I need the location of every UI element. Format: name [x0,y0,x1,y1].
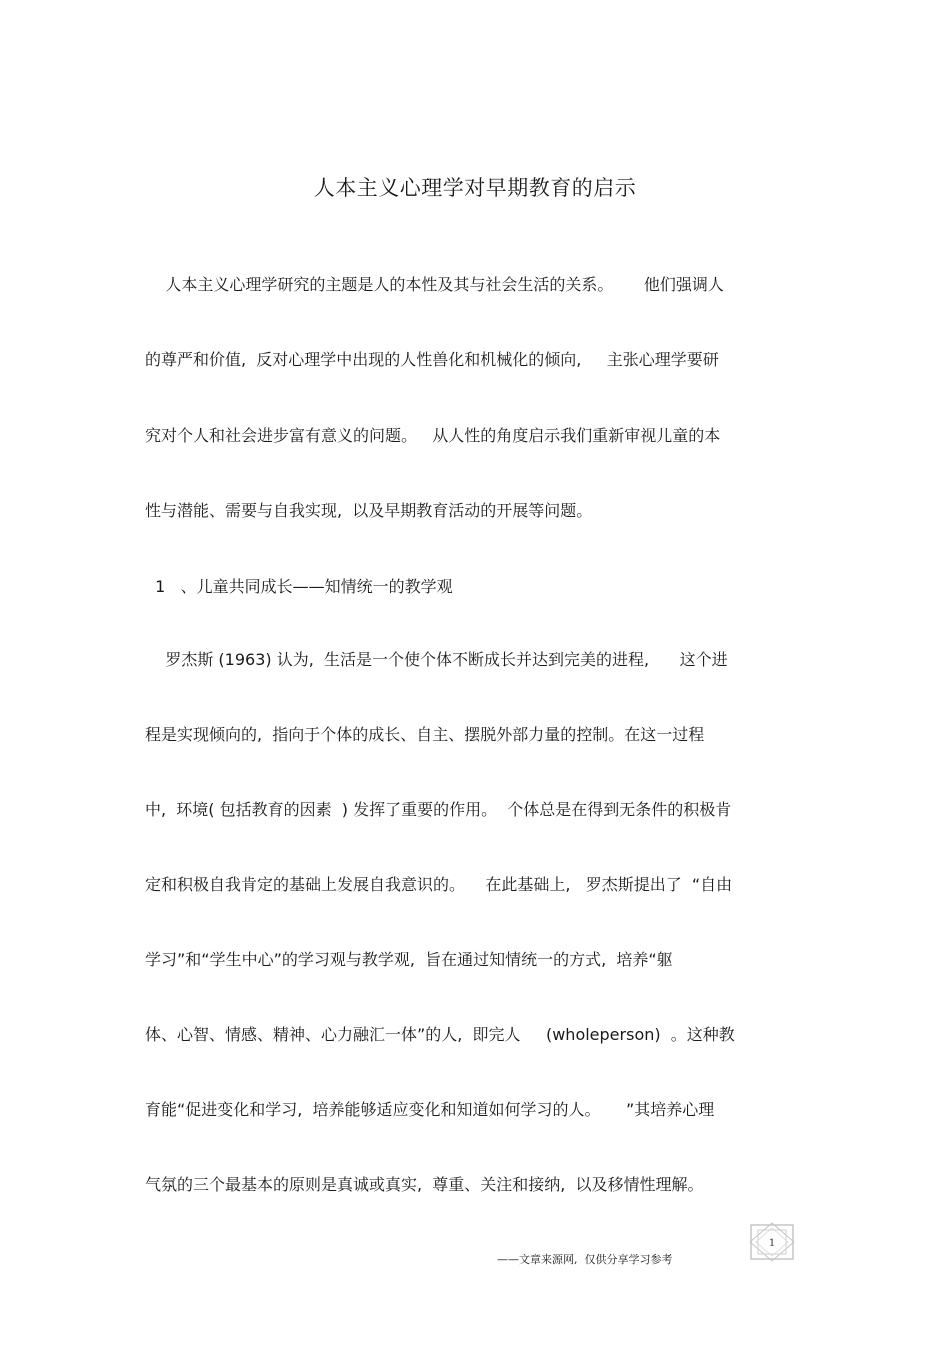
paragraph-line: 学习”和“学生中心”的学习观与教学观, 旨在通过知情统一的方式, 培养“躯 [145,950,673,969]
page-badge-icon [748,1222,796,1262]
paragraph-line: 的尊严和价值, 反对心理学中出现的人性兽化和机械化的倾向, 主张心理学要研 [145,350,719,369]
footer-source-note: ——文章来源网, 仅供分享学习参考 [497,1253,673,1266]
document-title: 人本主义心理学对早期教育的启示 [313,176,637,200]
paragraph-line: 性与潜能、需要与自我实现, 以及早期教育活动的开展等问题。 [145,501,593,520]
paragraph-line: 气氛的三个最基本的原则是真诚或真实, 尊重、关注和接纳, 以及移情性理解。 [145,1175,704,1194]
paragraph-line: 育能“促进变化和学习, 培养能够适应变化和知道如何学习的人。 ”其培养心理 [145,1100,715,1119]
paragraph-line: 中, 环境( 包括教育的因素 ) 发挥了重要的作用。 个体总是在得到无条件的积极肯 [145,800,732,819]
paragraph-line: 究对个人和社会进步富有意义的问题。 从人性的角度启示我们重新审视儿童的本 [145,426,721,445]
paragraph-line: 人本主义心理学研究的主题是人的本性及其与社会生活的关系。 他们强调人 [145,275,724,294]
section-heading: 1 、儿童共同成长——知情统一的教学观 [145,577,453,596]
paragraph-line: 罗杰斯 (1963) 认为, 生活是一个使个体不断成长并达到完美的进程, 这个进 [145,650,728,669]
paragraph-line: 定和积极自我肯定的基础上发展自我意识的。 在此基础上, 罗杰斯提出了 “自由 [145,875,733,894]
paragraph-line: 体、心智、情感、精神、心力融汇一体”的人, 即完人 (wholeperson) 。这种教 [145,1025,735,1044]
paragraph-line: 程是实现倾向的, 指向于个体的成长、自主、摆脱外部力量的控制。在这一过程 [145,725,705,744]
page-number: 1 [768,1238,776,1249]
